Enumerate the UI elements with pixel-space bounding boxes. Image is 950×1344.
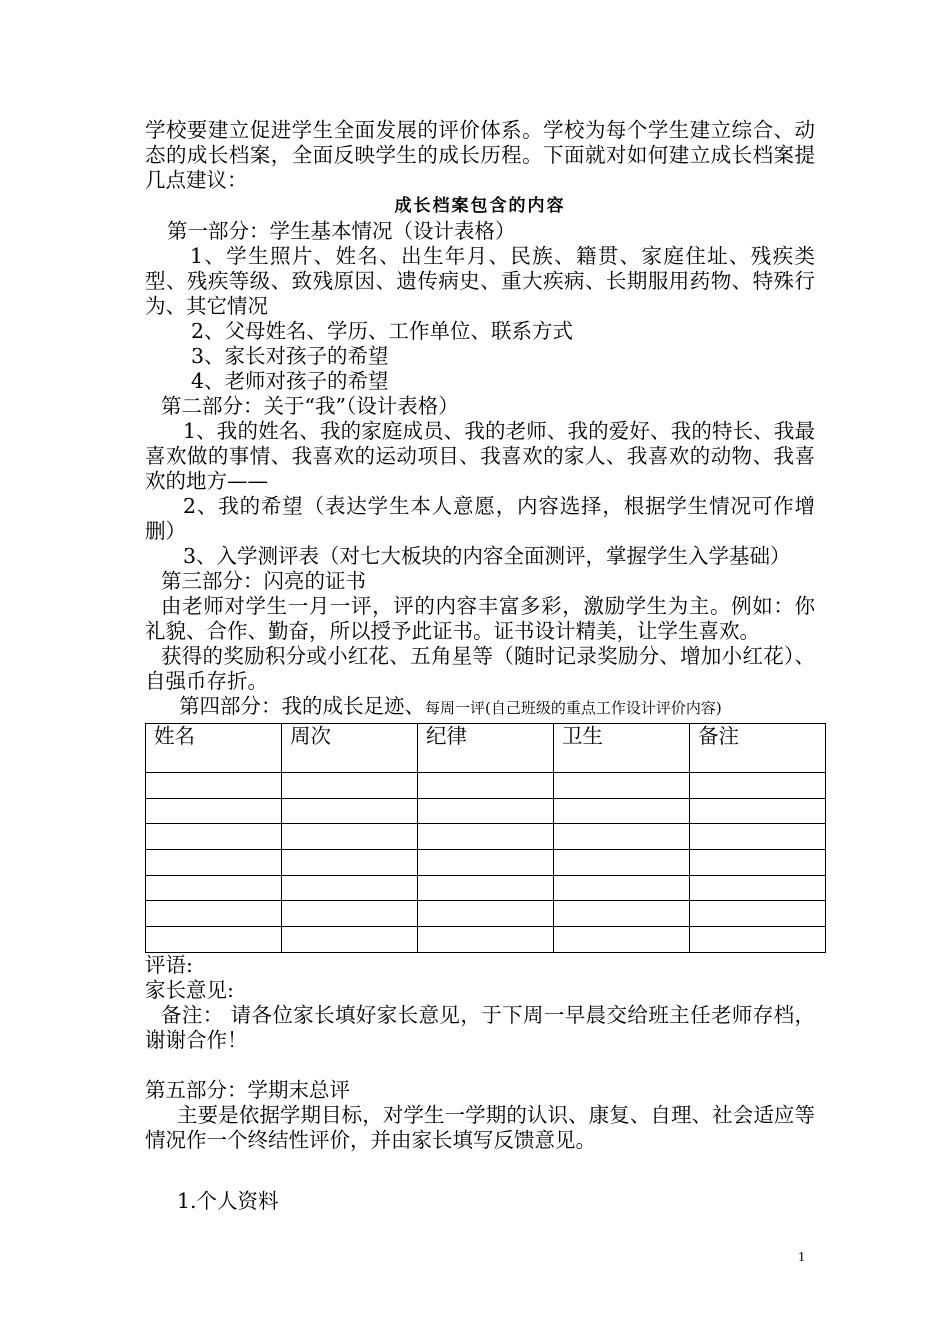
table-header-cell: 姓名 [146, 724, 282, 773]
part3-para2: 获得的奖励积分或小红花、五角星等（随时记录奖励分、增加小红花）、自强币存折。 [145, 644, 815, 693]
part2-item1: 1、我的姓名、我的家庭成员、我的老师、我的爱好、我的特长、我最喜欢做的事情、我喜欢的运动项目、我喜欢的家人、我喜欢的动物、我喜欢的地方—— [145, 419, 815, 493]
part5-paragraph: 主要是依据学期目标，对学生一学期的认识、康复、自理、社会适应等情况作一个终结性评价，并由家长填写反馈意见。 [145, 1102, 815, 1152]
table-cell[interactable] [146, 927, 282, 953]
table-row [146, 850, 826, 876]
table-cell[interactable] [418, 927, 554, 953]
table-cell[interactable] [282, 798, 418, 824]
table-row [146, 773, 826, 799]
document-page [145, 118, 815, 1214]
part1-item4: 4、老师对孩子的希望 [191, 369, 389, 393]
table-cell[interactable] [282, 875, 418, 901]
table-cell[interactable] [146, 824, 282, 850]
table-cell[interactable] [146, 901, 282, 927]
table-header-cell: 周次 [282, 724, 418, 773]
table-cell[interactable] [418, 901, 554, 927]
blank-line [145, 1153, 815, 1189]
table-cell[interactable] [146, 773, 282, 799]
table-header-row [146, 724, 826, 773]
part3-heading: 第三部分：闪亮的证书 [161, 569, 366, 593]
part2-item3: 3、入学测评表（对七大板块的内容全面测评，掌握学生入学基础） [183, 544, 791, 568]
table-row [146, 824, 826, 850]
blank-line [145, 1053, 815, 1078]
part1-item3: 3、家长对孩子的希望 [191, 344, 389, 368]
table-cell[interactable] [554, 773, 690, 799]
part2-item2: 2、我的希望（表达学生本人意愿，内容选择，根据学生情况可作增删） [145, 494, 815, 543]
table-cell[interactable] [690, 850, 826, 876]
note-paragraph: 备注： 请各位家长填好家长意见，于下周一早晨交给班主任老师存档，谢谢合作！ [145, 1002, 815, 1052]
weekly-evaluation-table [145, 723, 826, 953]
parent-opinion-label: 家长意见: [145, 977, 234, 1002]
comment-label: 评语: [145, 952, 193, 977]
table-cell[interactable] [418, 850, 554, 876]
intro-paragraph: 学校要建立促进学生全面发展的评价体系。学校为每个学生建立综合、动态的成长档案，全面反映学生的成长历程。下面就对如何建立成长档案提几点建议： [145, 118, 815, 192]
table-cell[interactable] [282, 773, 418, 799]
table-cell[interactable] [282, 901, 418, 927]
part1-heading: 第一部分：学生基本情况（设计表格） [167, 219, 516, 243]
table-cell[interactable] [690, 824, 826, 850]
part1-item1: 1、学生照片、姓名、出生年月、民族、籍贯、家庭住址、残疾类型、残疾等级、致残原因、遗传病史、重大疾病、长期服用药物、特殊行为、其它情况 [145, 244, 815, 318]
part4-heading-small: 每周一评(自己班级的重点工作设计评价内容) [425, 699, 722, 717]
table-header-cell: 备注 [690, 724, 826, 773]
table-cell[interactable] [282, 824, 418, 850]
table-cell[interactable] [418, 773, 554, 799]
table-cell[interactable] [554, 927, 690, 953]
table-cell[interactable] [282, 927, 418, 953]
part4-heading-line [145, 694, 815, 721]
table-row [146, 798, 826, 824]
table-cell[interactable] [554, 850, 690, 876]
table-cell[interactable] [690, 875, 826, 901]
table-cell[interactable] [418, 875, 554, 901]
table-cell[interactable] [690, 901, 826, 927]
part5-heading: 第五部分：学期末总评 [145, 1077, 350, 1102]
table-row [146, 927, 826, 953]
table-cell[interactable] [282, 850, 418, 876]
table-row [146, 901, 826, 927]
page-number: 1 [798, 1250, 805, 1265]
document-title: 成长档案包含的内容 [394, 196, 566, 216]
table-cell[interactable] [146, 798, 282, 824]
table-header-cell: 纪律 [418, 724, 554, 773]
part5-item1: 1.个人资料 [177, 1188, 279, 1213]
table-cell[interactable] [690, 927, 826, 953]
table-cell[interactable] [690, 798, 826, 824]
table-cell[interactable] [146, 850, 282, 876]
table-cell[interactable] [554, 901, 690, 927]
table-cell[interactable] [690, 773, 826, 799]
table-cell[interactable] [418, 798, 554, 824]
table-cell[interactable] [418, 824, 554, 850]
part1-item2: 2、父母姓名、学历、工作单位、联系方式 [191, 319, 574, 343]
table-cell[interactable] [146, 875, 282, 901]
table-header-cell: 卫生 [554, 724, 690, 773]
part3-para1: 由老师对学生一月一评，评的内容丰富多彩，激励学生为主。例如：你礼貌、合作、勤奋，所以授予此证书。证书设计精美，让学生喜欢。 [145, 594, 815, 643]
table-row [146, 875, 826, 901]
table-cell[interactable] [554, 798, 690, 824]
table-cell[interactable] [554, 875, 690, 901]
part4-heading: 第四部分：我的成长足迹、 [179, 694, 425, 718]
table-cell[interactable] [554, 824, 690, 850]
part2-heading: 第二部分：关于“我”（设计表格） [161, 394, 459, 418]
